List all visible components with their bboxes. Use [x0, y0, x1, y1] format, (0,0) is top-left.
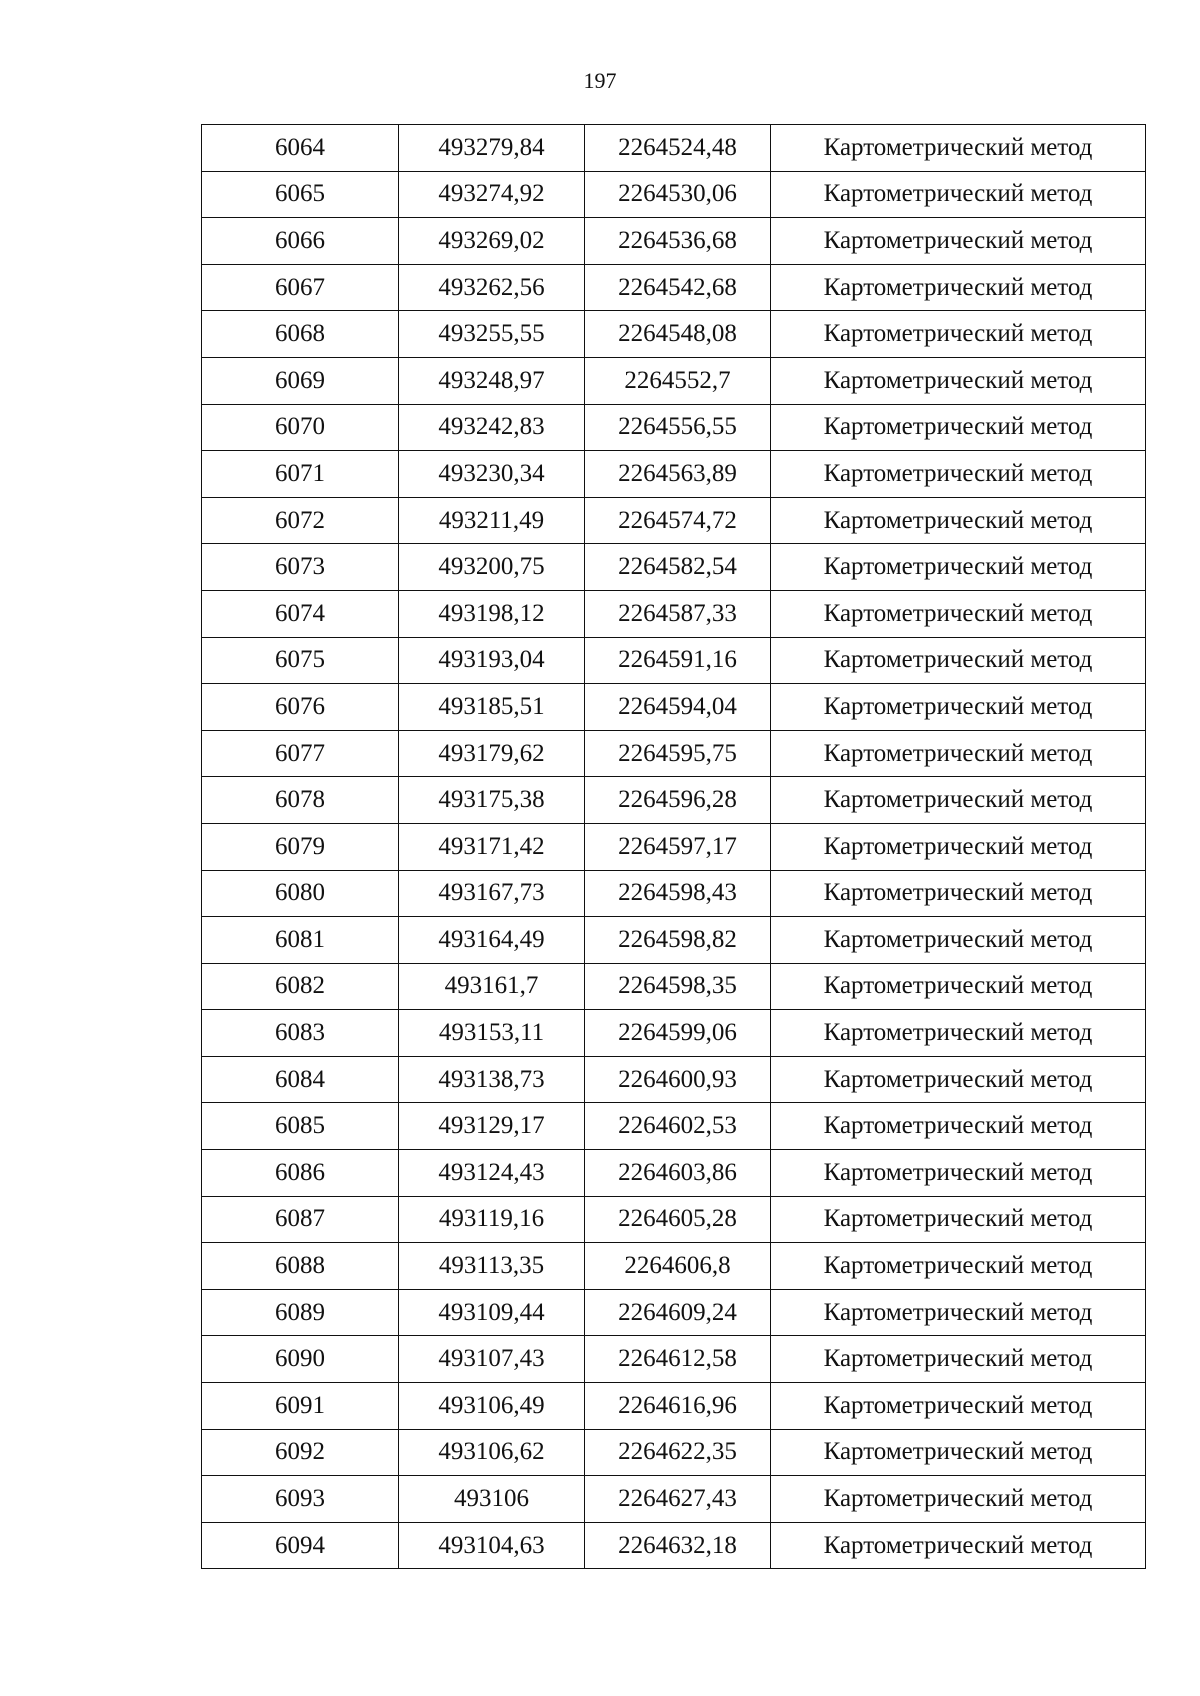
method-cell: Картометрический метод [771, 637, 1146, 684]
x-coordinate-cell: 493279,84 [399, 125, 585, 172]
method-cell: Картометрический метод [771, 1476, 1146, 1523]
point-number-cell: 6083 [202, 1010, 399, 1057]
y-coordinate-cell: 2264552,7 [585, 357, 771, 404]
table-row [202, 171, 1146, 218]
x-coordinate-cell: 493106 [399, 1476, 585, 1523]
y-coordinate-cell: 2264582,54 [585, 544, 771, 591]
method-cell: Картометрический метод [771, 1150, 1146, 1197]
x-coordinate-cell: 493179,62 [399, 730, 585, 777]
table-row [202, 1010, 1146, 1057]
table-row [202, 1429, 1146, 1476]
table-row [202, 1056, 1146, 1103]
method-cell: Картометрический метод [771, 684, 1146, 731]
x-coordinate-cell: 493274,92 [399, 171, 585, 218]
y-coordinate-cell: 2264609,24 [585, 1289, 771, 1336]
method-cell: Картометрический метод [771, 963, 1146, 1010]
point-number-cell: 6064 [202, 125, 399, 172]
point-number-cell: 6084 [202, 1056, 399, 1103]
point-number-cell: 6093 [202, 1476, 399, 1523]
y-coordinate-cell: 2264606,8 [585, 1243, 771, 1290]
point-number-cell: 6090 [202, 1336, 399, 1383]
x-coordinate-cell: 493113,35 [399, 1243, 585, 1290]
y-coordinate-cell: 2264591,16 [585, 637, 771, 684]
point-number-cell: 6089 [202, 1289, 399, 1336]
coordinates-table [201, 124, 1146, 1569]
x-coordinate-cell: 493109,44 [399, 1289, 585, 1336]
x-coordinate-cell: 493119,16 [399, 1196, 585, 1243]
table-row [202, 497, 1146, 544]
method-cell: Картометрический метод [771, 125, 1146, 172]
point-number-cell: 6092 [202, 1429, 399, 1476]
point-number-cell: 6071 [202, 451, 399, 498]
method-cell: Картометрический метод [771, 1522, 1146, 1569]
method-cell: Картометрический метод [771, 1336, 1146, 1383]
table-row [202, 311, 1146, 358]
table-row [202, 1196, 1146, 1243]
table-row [202, 218, 1146, 265]
point-number-cell: 6077 [202, 730, 399, 777]
method-cell: Картометрический метод [771, 1196, 1146, 1243]
x-coordinate-cell: 493161,7 [399, 963, 585, 1010]
y-coordinate-cell: 2264536,68 [585, 218, 771, 265]
point-number-cell: 6073 [202, 544, 399, 591]
y-coordinate-cell: 2264616,96 [585, 1383, 771, 1430]
point-number-cell: 6074 [202, 590, 399, 637]
point-number-cell: 6087 [202, 1196, 399, 1243]
x-coordinate-cell: 493248,97 [399, 357, 585, 404]
method-cell: Картометрический метод [771, 870, 1146, 917]
table-row [202, 1103, 1146, 1150]
table-row [202, 404, 1146, 451]
x-coordinate-cell: 493153,11 [399, 1010, 585, 1057]
y-coordinate-cell: 2264563,89 [585, 451, 771, 498]
y-coordinate-cell: 2264596,28 [585, 777, 771, 824]
x-coordinate-cell: 493124,43 [399, 1150, 585, 1197]
table-row [202, 917, 1146, 964]
method-cell: Картометрический метод [771, 823, 1146, 870]
y-coordinate-cell: 2264574,72 [585, 497, 771, 544]
y-coordinate-cell: 2264524,48 [585, 125, 771, 172]
y-coordinate-cell: 2264603,86 [585, 1150, 771, 1197]
method-cell: Картометрический метод [771, 1056, 1146, 1103]
method-cell: Картометрический метод [771, 451, 1146, 498]
table-row [202, 1336, 1146, 1383]
x-coordinate-cell: 493262,56 [399, 264, 585, 311]
x-coordinate-cell: 493211,49 [399, 497, 585, 544]
y-coordinate-cell: 2264598,82 [585, 917, 771, 964]
method-cell: Картометрический метод [771, 1103, 1146, 1150]
y-coordinate-cell: 2264595,75 [585, 730, 771, 777]
point-number-cell: 6065 [202, 171, 399, 218]
y-coordinate-cell: 2264600,93 [585, 1056, 771, 1103]
coordinates-table-body [202, 125, 1146, 1569]
table-row [202, 730, 1146, 777]
point-number-cell: 6094 [202, 1522, 399, 1569]
x-coordinate-cell: 493138,73 [399, 1056, 585, 1103]
x-coordinate-cell: 493255,55 [399, 311, 585, 358]
y-coordinate-cell: 2264556,55 [585, 404, 771, 451]
table-row [202, 264, 1146, 311]
y-coordinate-cell: 2264548,08 [585, 311, 771, 358]
x-coordinate-cell: 493175,38 [399, 777, 585, 824]
table-row [202, 1383, 1146, 1430]
table-row [202, 125, 1146, 172]
table-row [202, 637, 1146, 684]
x-coordinate-cell: 493242,83 [399, 404, 585, 451]
point-number-cell: 6066 [202, 218, 399, 265]
point-number-cell: 6085 [202, 1103, 399, 1150]
y-coordinate-cell: 2264587,33 [585, 590, 771, 637]
x-coordinate-cell: 493198,12 [399, 590, 585, 637]
x-coordinate-cell: 493106,49 [399, 1383, 585, 1430]
table-row [202, 1476, 1146, 1523]
point-number-cell: 6072 [202, 497, 399, 544]
point-number-cell: 6082 [202, 963, 399, 1010]
table-row [202, 963, 1146, 1010]
method-cell: Картометрический метод [771, 218, 1146, 265]
y-coordinate-cell: 2264530,06 [585, 171, 771, 218]
method-cell: Картометрический метод [771, 730, 1146, 777]
x-coordinate-cell: 493104,63 [399, 1522, 585, 1569]
point-number-cell: 6075 [202, 637, 399, 684]
point-number-cell: 6069 [202, 357, 399, 404]
point-number-cell: 6081 [202, 917, 399, 964]
y-coordinate-cell: 2264627,43 [585, 1476, 771, 1523]
page-number: 197 [583, 68, 617, 93]
method-cell: Картометрический метод [771, 1243, 1146, 1290]
method-cell: Картометрический метод [771, 404, 1146, 451]
method-cell: Картометрический метод [771, 264, 1146, 311]
table-row [202, 590, 1146, 637]
y-coordinate-cell: 2264612,58 [585, 1336, 771, 1383]
point-number-cell: 6086 [202, 1150, 399, 1197]
x-coordinate-cell: 493269,02 [399, 218, 585, 265]
x-coordinate-cell: 493200,75 [399, 544, 585, 591]
method-cell: Картометрический метод [771, 917, 1146, 964]
table-row [202, 684, 1146, 731]
method-cell: Картометрический метод [771, 1289, 1146, 1336]
y-coordinate-cell: 2264594,04 [585, 684, 771, 731]
method-cell: Картометрический метод [771, 777, 1146, 824]
point-number-cell: 6070 [202, 404, 399, 451]
y-coordinate-cell: 2264598,43 [585, 870, 771, 917]
x-coordinate-cell: 493106,62 [399, 1429, 585, 1476]
x-coordinate-cell: 493107,43 [399, 1336, 585, 1383]
method-cell: Картометрический метод [771, 357, 1146, 404]
y-coordinate-cell: 2264605,28 [585, 1196, 771, 1243]
method-cell: Картометрический метод [771, 1383, 1146, 1430]
method-cell: Картометрический метод [771, 311, 1146, 358]
y-coordinate-cell: 2264597,17 [585, 823, 771, 870]
table-row [202, 1289, 1146, 1336]
point-number-cell: 6088 [202, 1243, 399, 1290]
method-cell: Картометрический метод [771, 1429, 1146, 1476]
x-coordinate-cell: 493129,17 [399, 1103, 585, 1150]
table-row [202, 1243, 1146, 1290]
table-row [202, 451, 1146, 498]
table-row [202, 544, 1146, 591]
point-number-cell: 6078 [202, 777, 399, 824]
x-coordinate-cell: 493167,73 [399, 870, 585, 917]
x-coordinate-cell: 493164,49 [399, 917, 585, 964]
table-row [202, 357, 1146, 404]
y-coordinate-cell: 2264598,35 [585, 963, 771, 1010]
point-number-cell: 6091 [202, 1383, 399, 1430]
y-coordinate-cell: 2264542,68 [585, 264, 771, 311]
point-number-cell: 6076 [202, 684, 399, 731]
point-number-cell: 6079 [202, 823, 399, 870]
table-row [202, 1522, 1146, 1569]
method-cell: Картометрический метод [771, 497, 1146, 544]
table-row [202, 1150, 1146, 1197]
point-number-cell: 6067 [202, 264, 399, 311]
method-cell: Картометрический метод [771, 1010, 1146, 1057]
point-number-cell: 6068 [202, 311, 399, 358]
method-cell: Картометрический метод [771, 544, 1146, 591]
x-coordinate-cell: 493171,42 [399, 823, 585, 870]
method-cell: Картометрический метод [771, 171, 1146, 218]
method-cell: Картометрический метод [771, 590, 1146, 637]
point-number-cell: 6080 [202, 870, 399, 917]
y-coordinate-cell: 2264599,06 [585, 1010, 771, 1057]
table-row [202, 823, 1146, 870]
table-row [202, 870, 1146, 917]
x-coordinate-cell: 493185,51 [399, 684, 585, 731]
y-coordinate-cell: 2264602,53 [585, 1103, 771, 1150]
x-coordinate-cell: 493230,34 [399, 451, 585, 498]
x-coordinate-cell: 493193,04 [399, 637, 585, 684]
y-coordinate-cell: 2264622,35 [585, 1429, 771, 1476]
y-coordinate-cell: 2264632,18 [585, 1522, 771, 1569]
table-row [202, 777, 1146, 824]
